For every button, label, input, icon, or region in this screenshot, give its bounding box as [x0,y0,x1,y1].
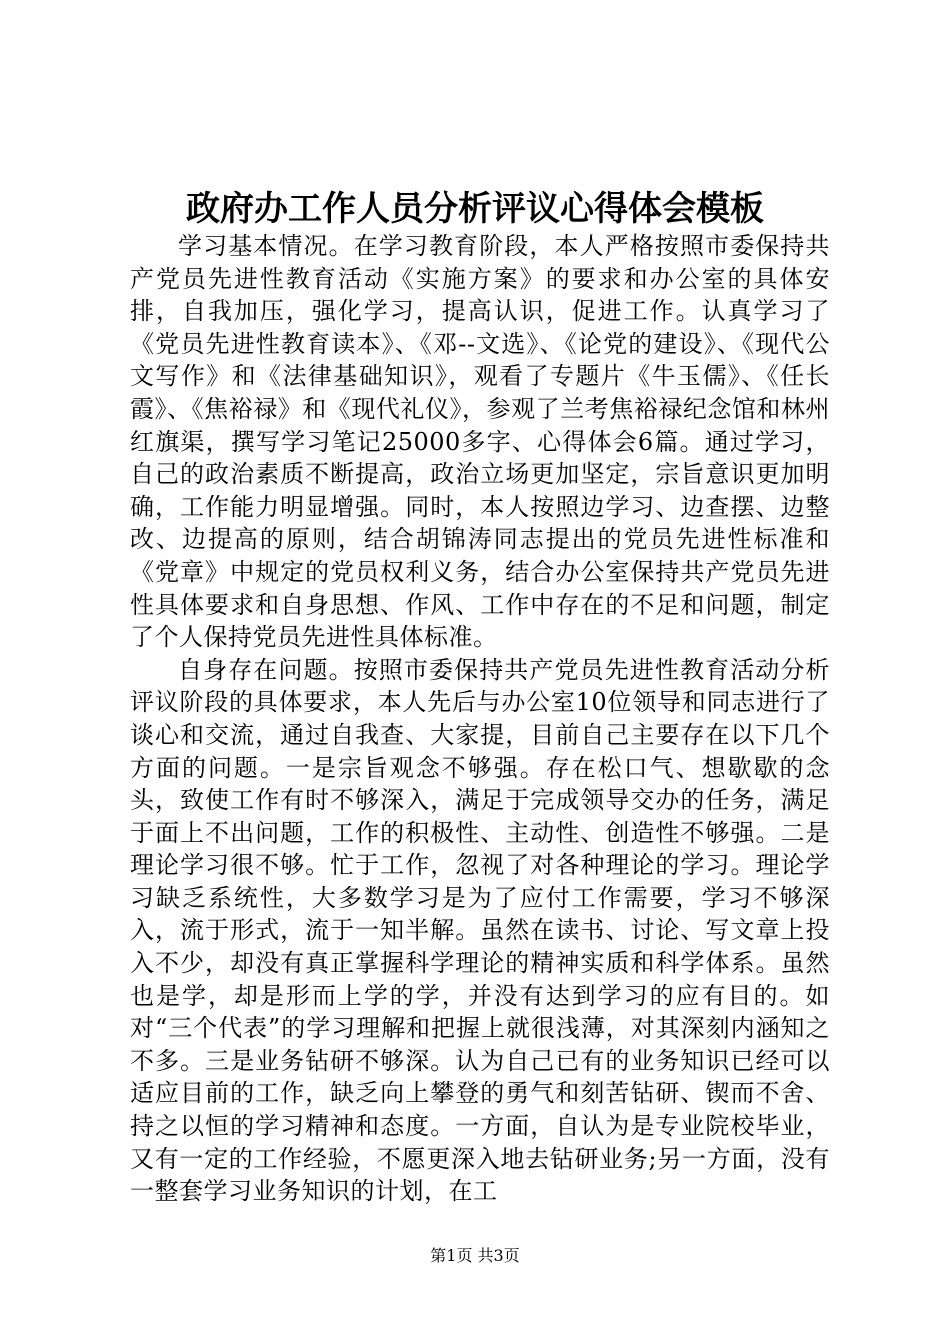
page-footer: 第1页 共3页 [430,1246,520,1265]
document-title: 政府办工作人员分析评议心得体会模板 [186,189,764,229]
document-body [130,230,830,1208]
paragraph-study-situation: 学习基本情况。在学习教育阶段，本人严格按照市委保持共产党员先进性教育活动《实施方案》的要求和办公室的具体安排，自我加压，强化学习，提高认识，促进工作。认真学习了《党员先进性教育读本》、《邓--文选》、《论党的建设》、《现代公文写作》和《法律基础知识》，观看了专题片《牛玉儒》、《任长霞》、《焦裕禄》和《现代礼仪》，参观了兰考焦裕禄纪念馆和林州红旗渠，撰写学习笔记25000多字、心得体会6篇。通过学习，自己的政治素质不断提高，政治立场更加坚定，宗旨意识更加明确，工作能力明显增强。同时，本人按照边学习、边查摆、边整改、边提高的原则，结合胡锦涛同志提出的党员先进性标准和《党章》中规定的党员权利义务，结合办公室保持共产党员先进性具体要求和自身思想、作风、工作中存在的不足和问题，制定了个人保持党员先进性具体标准。 [130,232,830,652]
paragraph-existing-problems: 自身存在问题。按照市委保持共产党员先进性教育活动分析评议阶段的具体要求，本人先后与办公室10位领导和同志进行了谈心和交流，通过自我查、大家提，目前自己主要存在以下几个方面的问题。一是宗旨观念不够强。存在松口气、想歇歇的念头，致使工作有时不够深入，满足于完成领导交办的任务，满足于面上不出问题，工作的积极性、主动性、创造性不够强。二是理论学习很不够。忙于工作，忽视了对各种理论的学习。理论学习缺乏系统性，大多数学习是为了应付工作需要，学习不够深入，流于形式，流于一知半解。虽然在读书、讨论、写文章上投入不少，却没有真正掌握科学理论的精神实质和科学体系。虽然也是学，却是形而上学的学，并没有达到学习的应有目的。如对“三个代表”的学习理解和把握上就很浅薄，对其深刻内涵知之不多。三是业务钻研不够深。认为自己已有的业务知识已经可以适应目前的工作，缺乏向上攀登的勇气和刻苦钻研、锲而不舍、持之以恒的学习精神和态度。一方面，自认为是专业院校毕业，又有一定的工作经验，不愿更深入地去钻研业务;另一方面，没有一整套学习业务知识的计划，在工 [130,655,830,1206]
